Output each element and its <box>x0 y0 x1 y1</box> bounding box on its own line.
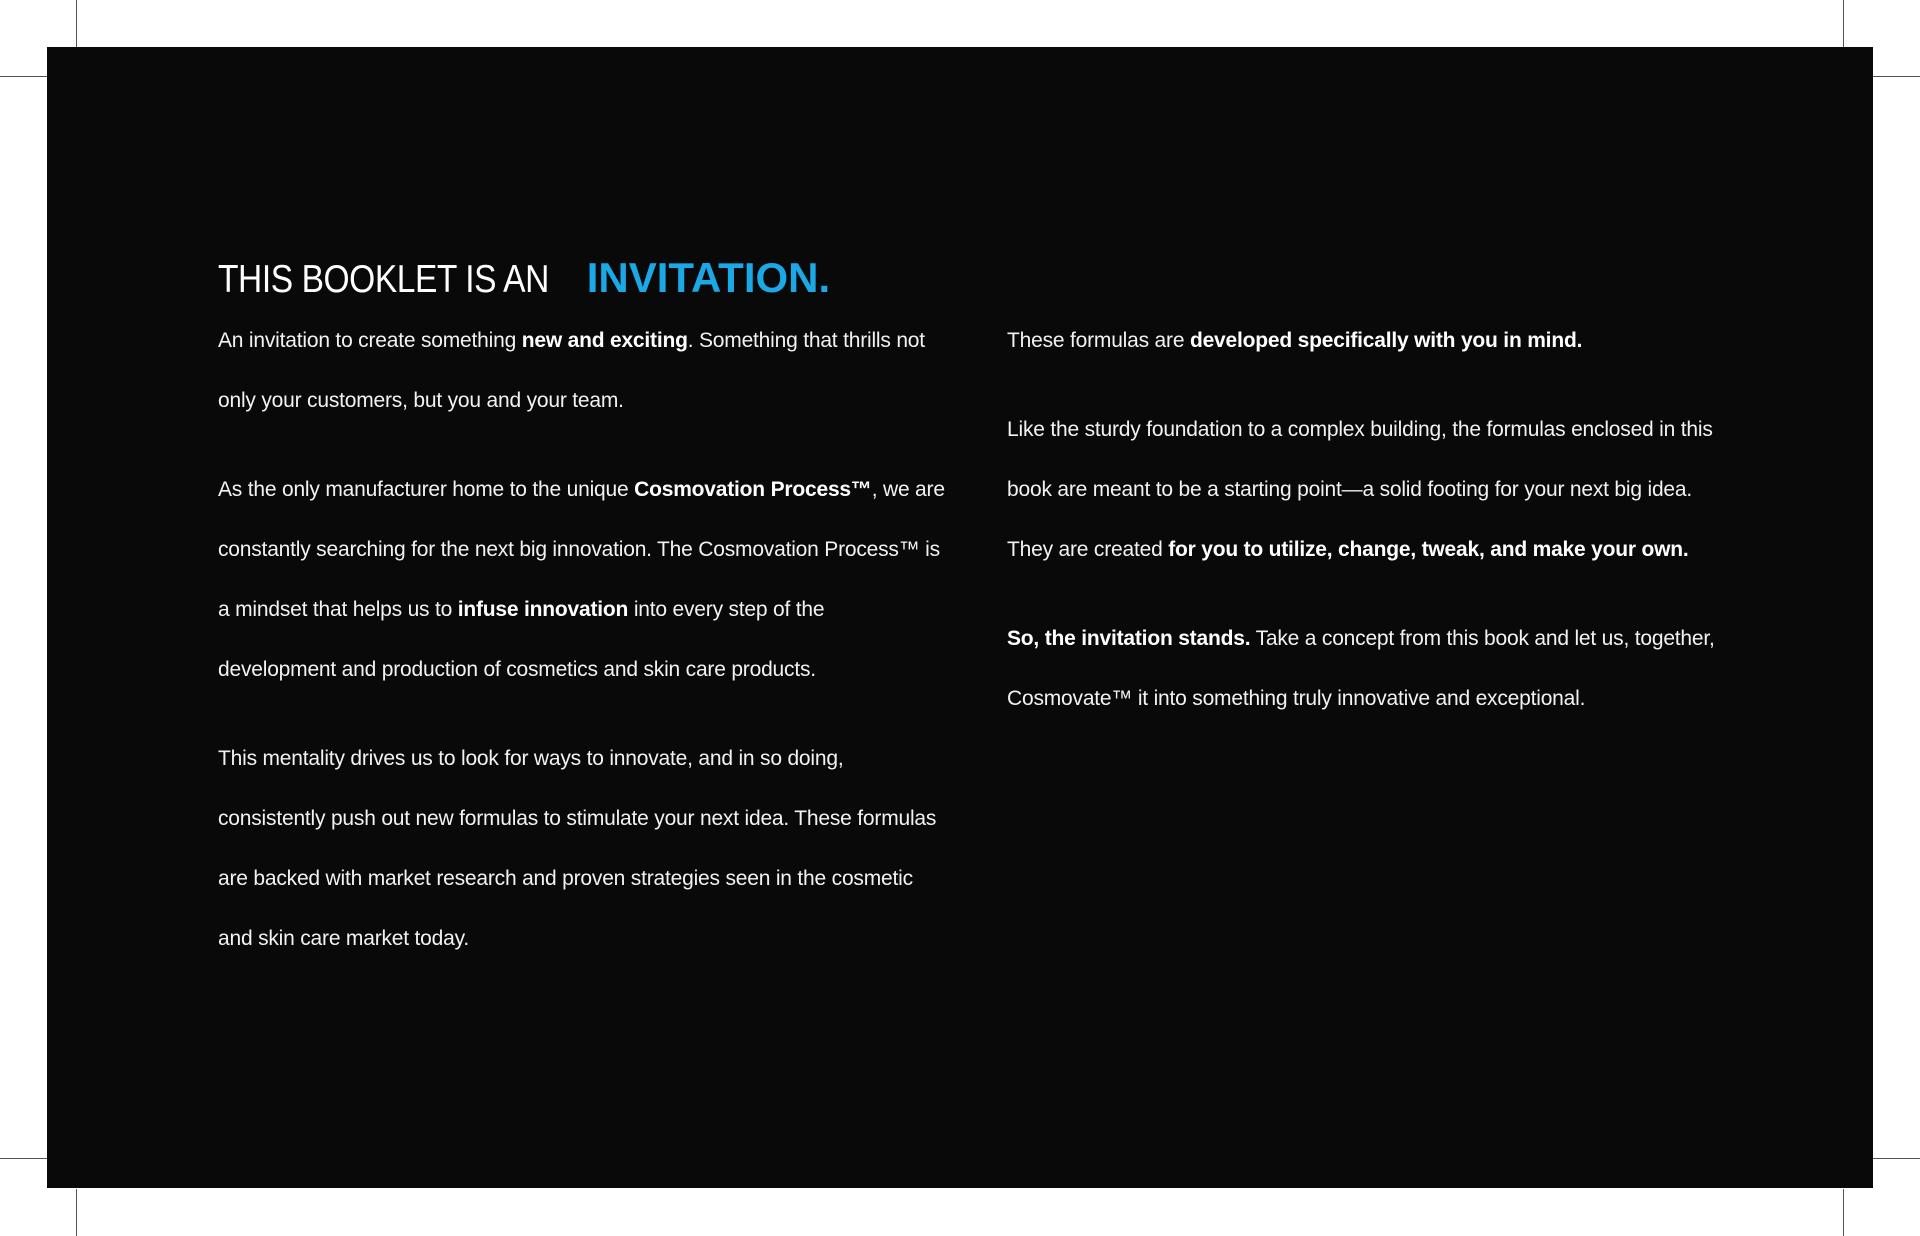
text-run: These formulas are <box>1007 329 1190 352</box>
text-run: , we are constantly searching for the next big innovation. The Cosmovation Process™ is a mindset that helps us to <box>218 478 945 621</box>
paragraph-invitation-stands <box>1007 609 1737 729</box>
paragraph-invitation <box>218 311 948 431</box>
crop-mark-bottom-right <box>1843 1189 1844 1236</box>
crop-mark-bottom-left <box>76 1189 77 1236</box>
text-run: . Something that thrills not only your customers, but you and your team. <box>218 329 925 412</box>
bold-run: for you to utilize, change, tweak, and make your own. <box>1168 538 1689 561</box>
bold-run: infuse innovation <box>457 598 629 621</box>
heading-accent: INVITATION. <box>586 254 831 301</box>
bold-run: new and exciting <box>521 329 688 352</box>
crop-mark-top-right <box>1843 0 1844 47</box>
paragraph-formulas <box>1007 311 1737 371</box>
bold-run: developed specifically with you in mind. <box>1189 329 1583 352</box>
crop-mark-left-bottom <box>0 1158 47 1159</box>
crop-mark-right-top <box>1873 76 1920 77</box>
paragraph-foundation <box>1007 400 1737 580</box>
crop-mark-top-left <box>76 0 77 47</box>
crop-mark-left-top <box>0 76 47 77</box>
text-run: Like the sturdy foundation to a complex building, the formulas enclosed in this book are meant to be a starting point—a solid footing for your next big idea. They are created <box>1007 418 1713 561</box>
page-heading <box>218 252 830 307</box>
crop-mark-right-bottom <box>1873 1158 1920 1159</box>
bold-run: Cosmovation Process™ <box>634 478 872 501</box>
text-run: into every step of the development and production of cosmetics and skin care products. <box>218 598 825 681</box>
bold-run: So, the invitation stands. <box>1007 627 1251 650</box>
heading-lead: THIS BOOKLET IS AN <box>218 258 549 301</box>
paragraph-mentality <box>218 729 948 969</box>
text-run: Take a concept from this book and let us, together, Cosmovate™ it into something truly innovative and exceptional. <box>1007 627 1715 710</box>
paragraph-cosmovation-process <box>218 460 948 700</box>
left-column <box>218 311 948 998</box>
text-run: An invitation to create something <box>218 329 522 352</box>
text-run: This mentality drives us to look for ways to innovate, and in so doing, consistently push out new formulas to stimulate your next idea. These formulas are backed with market research and proven strategies seen in the cosmetic and skin care market today. <box>218 747 937 950</box>
text-run: As the only manufacturer home to the unique <box>218 478 635 501</box>
right-column <box>1007 311 1737 758</box>
